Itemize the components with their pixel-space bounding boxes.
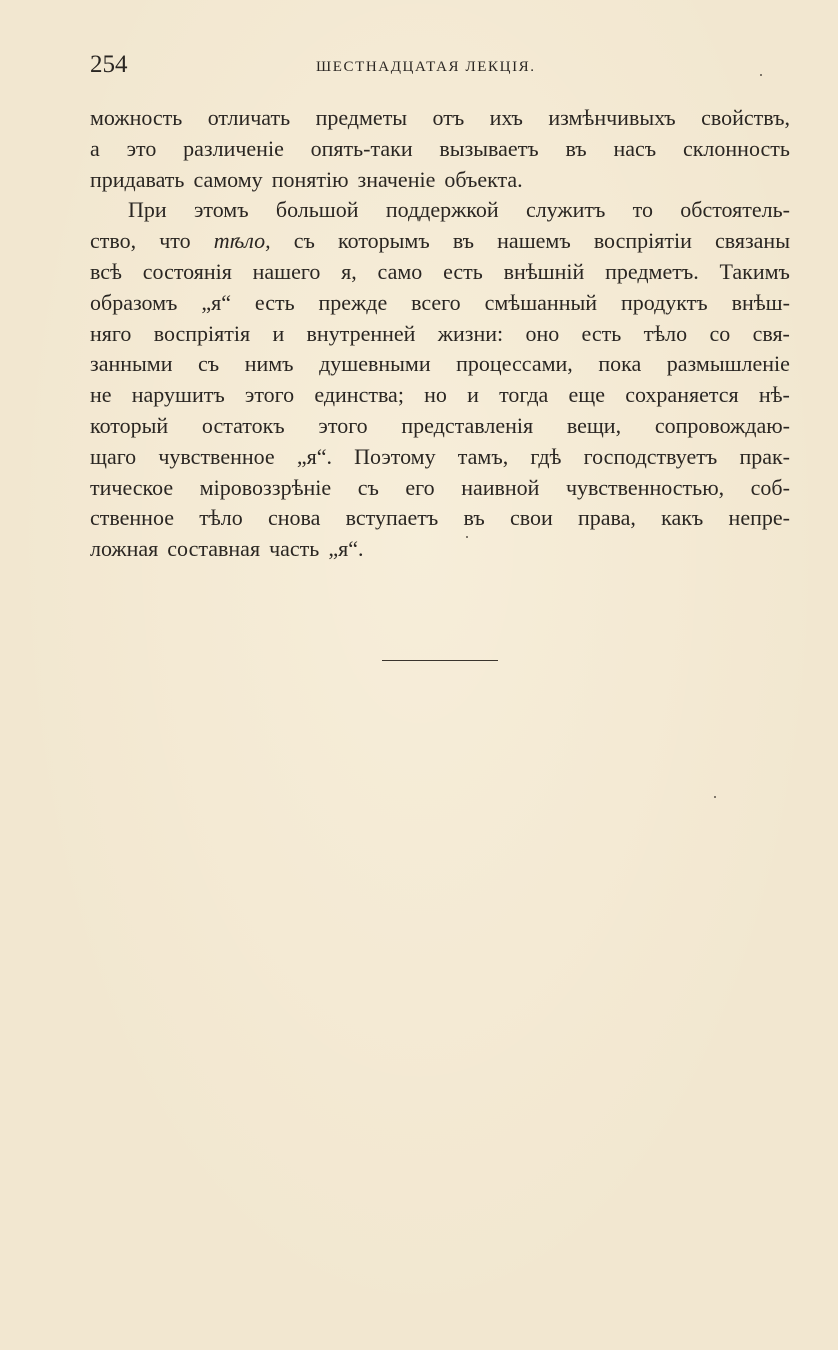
text-line bbox=[90, 134, 790, 165]
word: отъ bbox=[432, 105, 465, 130]
text-line bbox=[90, 349, 790, 380]
word: въ bbox=[463, 505, 485, 531]
word: а bbox=[90, 135, 100, 161]
word: большой bbox=[275, 197, 359, 223]
word: воспріятія bbox=[153, 320, 251, 346]
word: въ bbox=[452, 228, 475, 254]
word: которымъ bbox=[338, 228, 430, 254]
word: ихъ bbox=[489, 105, 523, 130]
word: гдѣ bbox=[530, 443, 562, 469]
word: опять-таки bbox=[310, 135, 413, 161]
word: со bbox=[709, 320, 731, 346]
word: предметъ. bbox=[605, 258, 699, 284]
word: представленія bbox=[401, 412, 534, 438]
word: господствуетъ bbox=[583, 443, 718, 469]
text-line bbox=[90, 319, 790, 350]
word: размышленіе bbox=[666, 351, 790, 377]
word: чувственное bbox=[158, 443, 275, 469]
word: прак- bbox=[739, 443, 790, 469]
text-line bbox=[90, 195, 790, 226]
word: всего bbox=[411, 289, 461, 315]
word: что bbox=[159, 228, 191, 254]
word: сопровождаю- bbox=[654, 412, 790, 438]
word: можность bbox=[90, 105, 183, 130]
word: часть bbox=[269, 536, 320, 562]
word: измѣнчивыхъ bbox=[548, 105, 676, 130]
word: въ bbox=[565, 135, 587, 161]
word: единства; bbox=[314, 382, 404, 408]
word: есть bbox=[254, 289, 295, 315]
word: есть bbox=[581, 320, 622, 346]
word: есть bbox=[443, 258, 483, 284]
word: нашемъ bbox=[497, 228, 571, 254]
word: снова bbox=[268, 505, 321, 531]
word: нашего bbox=[252, 258, 321, 284]
word: наивной bbox=[461, 474, 540, 500]
word: понятію bbox=[271, 166, 349, 192]
word: вещи, bbox=[566, 412, 622, 438]
word: его bbox=[405, 474, 435, 500]
word: соб- bbox=[750, 474, 790, 500]
word: и bbox=[272, 320, 285, 346]
word: свя- bbox=[752, 320, 790, 346]
word: внѣш- bbox=[731, 289, 790, 315]
word: различеніе bbox=[183, 135, 284, 161]
word: Поэтому bbox=[354, 443, 436, 469]
word: міровоззрѣніе bbox=[199, 474, 332, 500]
text-line bbox=[90, 257, 790, 288]
word: щаго bbox=[90, 443, 137, 469]
word: вступаетъ bbox=[345, 505, 439, 531]
word: объекта. bbox=[444, 166, 523, 192]
word: и bbox=[467, 382, 479, 408]
word: насъ bbox=[613, 135, 657, 161]
text-line bbox=[90, 103, 790, 134]
word: тѣло bbox=[199, 505, 243, 531]
word: процессами, bbox=[456, 351, 573, 377]
word: тамъ, bbox=[457, 443, 509, 469]
word: свои bbox=[509, 505, 553, 531]
body-text bbox=[90, 103, 790, 565]
word: нарушитъ bbox=[131, 382, 225, 408]
word: съ bbox=[357, 474, 379, 500]
word: всѣ bbox=[90, 258, 122, 284]
word: предметы bbox=[315, 105, 408, 130]
word: ложная bbox=[90, 536, 159, 562]
text-line bbox=[90, 165, 790, 196]
word: но bbox=[424, 382, 447, 408]
word: При bbox=[128, 197, 167, 223]
text-line bbox=[90, 226, 790, 257]
paper-speck bbox=[714, 796, 716, 798]
word: ственное bbox=[90, 505, 174, 531]
word: не bbox=[90, 382, 112, 408]
section-divider bbox=[382, 660, 498, 661]
running-head: ШЕСТНАДЦАТАЯ ЛЕКЦІЯ. bbox=[316, 59, 536, 75]
text-line bbox=[90, 473, 790, 504]
word: это bbox=[126, 135, 157, 161]
word: состоянія bbox=[142, 258, 232, 284]
word: „я“. bbox=[328, 536, 364, 562]
word: этого bbox=[318, 412, 368, 438]
word: этомъ bbox=[193, 197, 249, 223]
word: права, bbox=[577, 505, 636, 531]
text-line bbox=[90, 288, 790, 319]
word: няго bbox=[90, 320, 132, 346]
word: еще bbox=[568, 382, 606, 408]
word: душевными bbox=[319, 351, 431, 377]
text-line bbox=[90, 534, 790, 565]
word: внѣшній bbox=[503, 258, 585, 284]
paper-speck bbox=[760, 74, 762, 76]
word: смѣшанный bbox=[484, 289, 598, 315]
word: прежде bbox=[318, 289, 388, 315]
word: значеніе bbox=[357, 166, 436, 192]
word: тогда bbox=[499, 382, 549, 408]
word: поддержкой bbox=[385, 197, 499, 223]
page-number: 254 bbox=[90, 51, 128, 78]
word: обстоятель- bbox=[680, 197, 790, 223]
word: самому bbox=[193, 166, 263, 192]
word: чувственностью, bbox=[565, 474, 725, 500]
word: „я“. bbox=[296, 443, 332, 469]
word: Такимъ bbox=[719, 258, 790, 284]
word: который bbox=[90, 412, 169, 438]
word: то bbox=[632, 197, 653, 223]
word: тѣло bbox=[643, 320, 688, 346]
word: занными bbox=[90, 351, 173, 377]
text-line bbox=[90, 380, 790, 411]
word: „я“ bbox=[201, 289, 231, 315]
word: воспріятіи bbox=[593, 228, 692, 254]
word: тическое bbox=[90, 474, 174, 500]
text-line bbox=[90, 442, 790, 473]
word: ство, bbox=[90, 228, 137, 254]
word: нѣ- bbox=[758, 382, 790, 408]
word: склонность bbox=[682, 135, 790, 161]
word: сохраняется bbox=[625, 382, 739, 408]
word: жизни: bbox=[437, 320, 504, 346]
word: пока bbox=[598, 351, 642, 377]
word: образомъ bbox=[90, 289, 178, 315]
page-header bbox=[90, 48, 790, 82]
word: придавать bbox=[90, 166, 185, 192]
word: служитъ bbox=[525, 197, 606, 223]
word: этого bbox=[244, 382, 295, 408]
text-line bbox=[90, 503, 790, 534]
word: отличать bbox=[207, 105, 291, 130]
word: связаны bbox=[714, 228, 790, 254]
word: я, bbox=[341, 258, 357, 284]
word: непре- bbox=[728, 505, 790, 531]
word: нимъ bbox=[244, 351, 294, 377]
word: остатокъ bbox=[201, 412, 285, 438]
word: съ bbox=[293, 228, 315, 254]
paper-speck bbox=[466, 536, 468, 538]
word: съ bbox=[198, 351, 220, 377]
word: само bbox=[377, 258, 423, 284]
word: свойствъ, bbox=[701, 105, 790, 130]
word: составная bbox=[167, 536, 261, 562]
word: продуктъ bbox=[620, 289, 708, 315]
word: вызываетъ bbox=[439, 135, 539, 161]
word: внутренней bbox=[306, 320, 416, 346]
emphasized-word: тѣло, bbox=[213, 228, 271, 254]
text-line bbox=[90, 411, 790, 442]
word: какъ bbox=[661, 505, 704, 531]
word: оно bbox=[525, 320, 560, 346]
